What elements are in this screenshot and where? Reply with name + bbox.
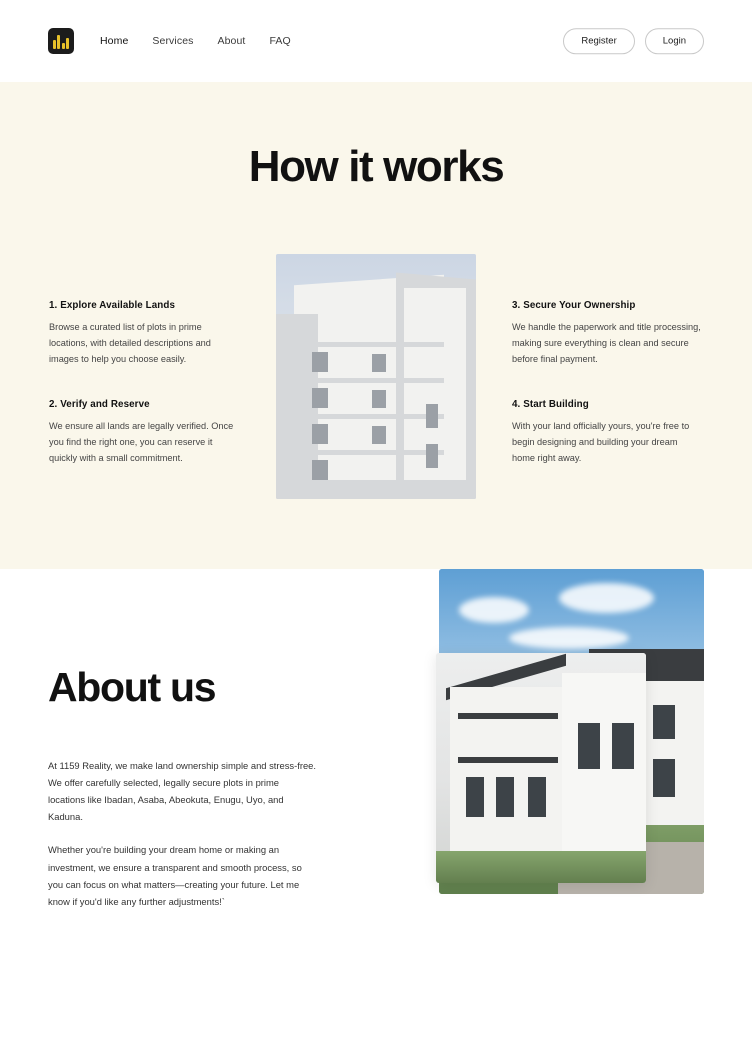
login-button[interactable]: Login (645, 28, 704, 54)
cloud-1 (459, 597, 529, 623)
step-3-title: 3. Secure Your Ownership (512, 300, 636, 311)
about-paragraph-2: Whether you're building your dream home or making an investment, we ensure a transparent and smooth process, so you can focus on what matters—creating your future. Let me know if you'd like any further adjustments!` (48, 844, 302, 907)
primary-nav (100, 35, 291, 47)
step-1-title: 1. Explore Available Lands (49, 300, 176, 311)
step-4-body: With your land officially yours, you're free to begin designing and building your dream home right away. (512, 421, 690, 464)
front-window-3 (528, 777, 546, 817)
window-7 (372, 426, 386, 444)
front-window-2 (496, 777, 514, 817)
back-window-7 (653, 759, 675, 797)
window-4 (312, 460, 328, 480)
how-it-works-title: How it works (248, 142, 504, 191)
nav-item-home[interactable]: Home (100, 35, 129, 47)
balcony-band-3 (294, 414, 444, 419)
balcony-band-4 (294, 450, 444, 455)
logo-bar-4 (66, 38, 69, 49)
logo-bar-3 (62, 43, 65, 49)
window-9 (426, 444, 438, 468)
site-header (0, 0, 752, 82)
nav-item-faq[interactable]: FAQ (269, 35, 291, 47)
window-8 (426, 404, 438, 428)
logo-bar-1 (53, 40, 56, 49)
register-button[interactable]: Register (563, 28, 634, 54)
step-2-body: We ensure all lands are legally verified. Once you find the right one, you can reserve it quickly with a small commitment. (49, 421, 234, 464)
front-image-lawn (436, 851, 646, 883)
cloud-3 (509, 627, 629, 649)
how-steps-left-column (49, 254, 276, 499)
front-trim-2 (458, 757, 558, 763)
balcony-band-2 (294, 378, 444, 383)
logo-bar-2 (57, 35, 60, 49)
how-it-works-grid (48, 254, 704, 499)
back-window-4 (653, 705, 675, 739)
step-2 (49, 399, 240, 466)
step-3 (512, 300, 703, 367)
window-3 (312, 424, 328, 444)
nav-item-about[interactable]: About (217, 35, 246, 47)
how-it-works-image (276, 254, 476, 499)
how-steps-right-column (476, 254, 703, 499)
front-house-wing (562, 673, 646, 877)
step-2-title: 2. Verify and Reserve (49, 399, 150, 411)
about-title: About us (48, 664, 216, 710)
step-4-title: 4. Start Building (512, 399, 589, 411)
window-2 (312, 388, 328, 408)
front-window-5 (612, 723, 634, 769)
cloud-2 (559, 583, 654, 613)
1159-reality-logo-icon[interactable] (48, 28, 74, 54)
window-6 (372, 390, 386, 408)
nav-item-services[interactable]: Services (152, 35, 194, 47)
window-5 (372, 354, 386, 372)
about-paragraph-1: At 1159 Reality, we make land ownership simple and stress-free. We offer carefully selected, legally secure plots in prime locations like Ibadan, Asaba, Abeokuta, Enugu, Uyo, and Kaduna. (48, 760, 317, 823)
step-1 (49, 300, 240, 367)
step-4 (512, 399, 703, 466)
step-1-body: Browse a curated list of plots in prime locations, with detailed descriptions and images to help you choose easily. (49, 322, 211, 364)
front-trim-1 (458, 713, 558, 719)
about-section (0, 569, 752, 1019)
step-3-body: We handle the paperwork and title processing, making sure everything is clean and secure before final payment. (512, 322, 701, 364)
how-it-works-section (0, 82, 752, 569)
front-window-4 (578, 723, 600, 769)
header-actions (563, 28, 704, 54)
building-base (276, 480, 476, 499)
balcony-band-1 (294, 342, 444, 347)
about-image-front (436, 653, 646, 883)
front-window-1 (466, 777, 484, 817)
window-1 (312, 352, 328, 372)
